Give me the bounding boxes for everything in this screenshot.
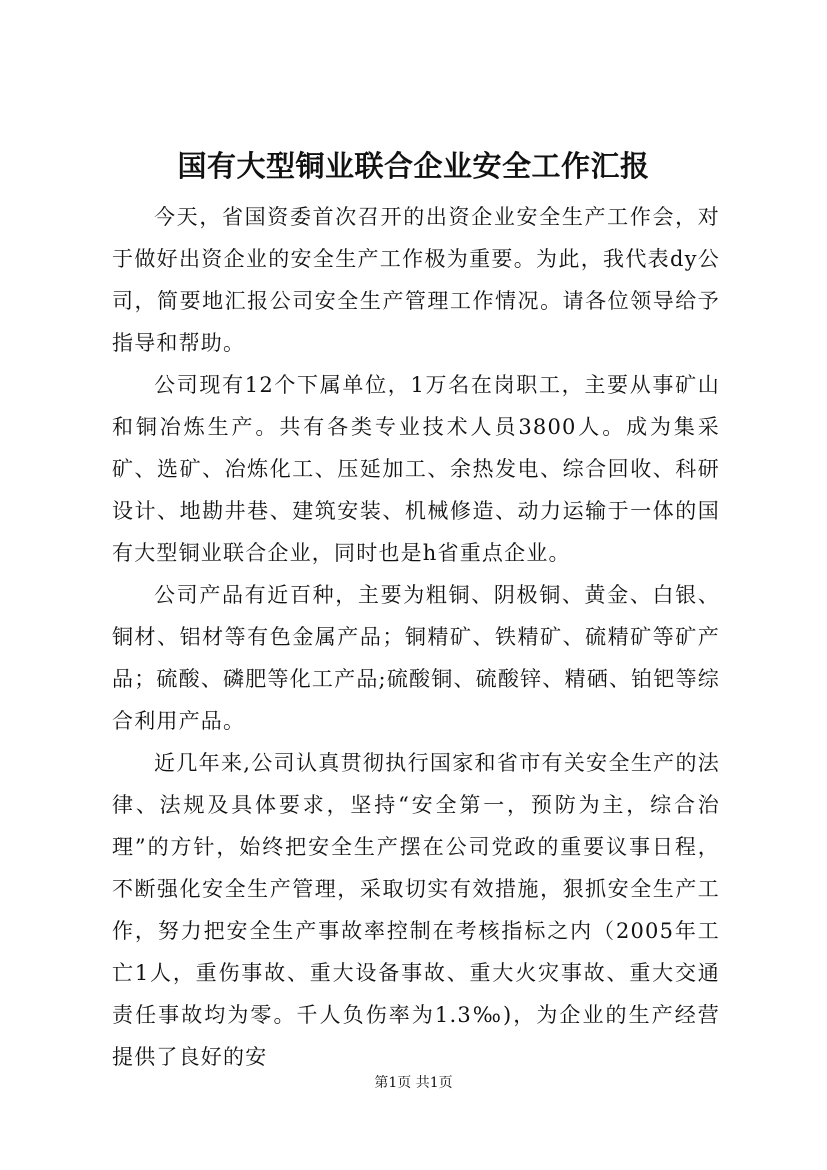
page-footer: 第1页 共1页 bbox=[374, 1075, 453, 1091]
document-title: 国有大型铜业联合企业安全工作汇报 bbox=[177, 149, 650, 183]
paragraph-4: 近几年来,公司认真贯彻执行国家和省市有关安全生产的法律、法规及具体要求，坚持“安全第一，预防为主，综合治理”的方针，始终把安全生产摆在公司党政的重要议事日程，不断强化安全生产管理，采取切实有效措施，狠抓安全生产工作，努力把安全生产事故率控制在考核指标之内（2005年工亡1人，重伤事故、重大设备事故、重大火灾事故、重大交通责任事故均为零。千人负伤率为1.3‰)，为企业的生产经营提供了良好的安 bbox=[112, 751, 720, 1069]
paragraph-2: 公司现有12个下属单位，1万名在岗职工，主要从事矿山和铜冶炼生产。共有各类专业技术人员3800人。成为集采矿、选矿、冶炼化工、压延加工、余热发电、综合回收、科研设计、地勘井巷、建筑安装、机械修造、动力运输于一体的国有大型铜业联合企业，同时也是h省重点企业。 bbox=[112, 373, 720, 565]
paragraph-3: 公司产品有近百种，主要为粗铜、阴极铜、黄金、白银、铜材、铝材等有色金属产品；铜精矿、铁精矿、硫精矿等矿产品；硫酸、磷肥等化工产品;硫酸铜、硫酸锌、精硒、铂钯等综合利用产品。 bbox=[112, 583, 720, 733]
document-body bbox=[112, 196, 720, 1078]
paragraph-1: 今天，省国资委首次召开的出资企业安全生产工作会，对于做好出资企业的安全生产工作极为重要。为此，我代表dy公司，简要地汇报公司安全生产管理工作情况。请各位领导给予指导和帮助。 bbox=[112, 205, 720, 355]
